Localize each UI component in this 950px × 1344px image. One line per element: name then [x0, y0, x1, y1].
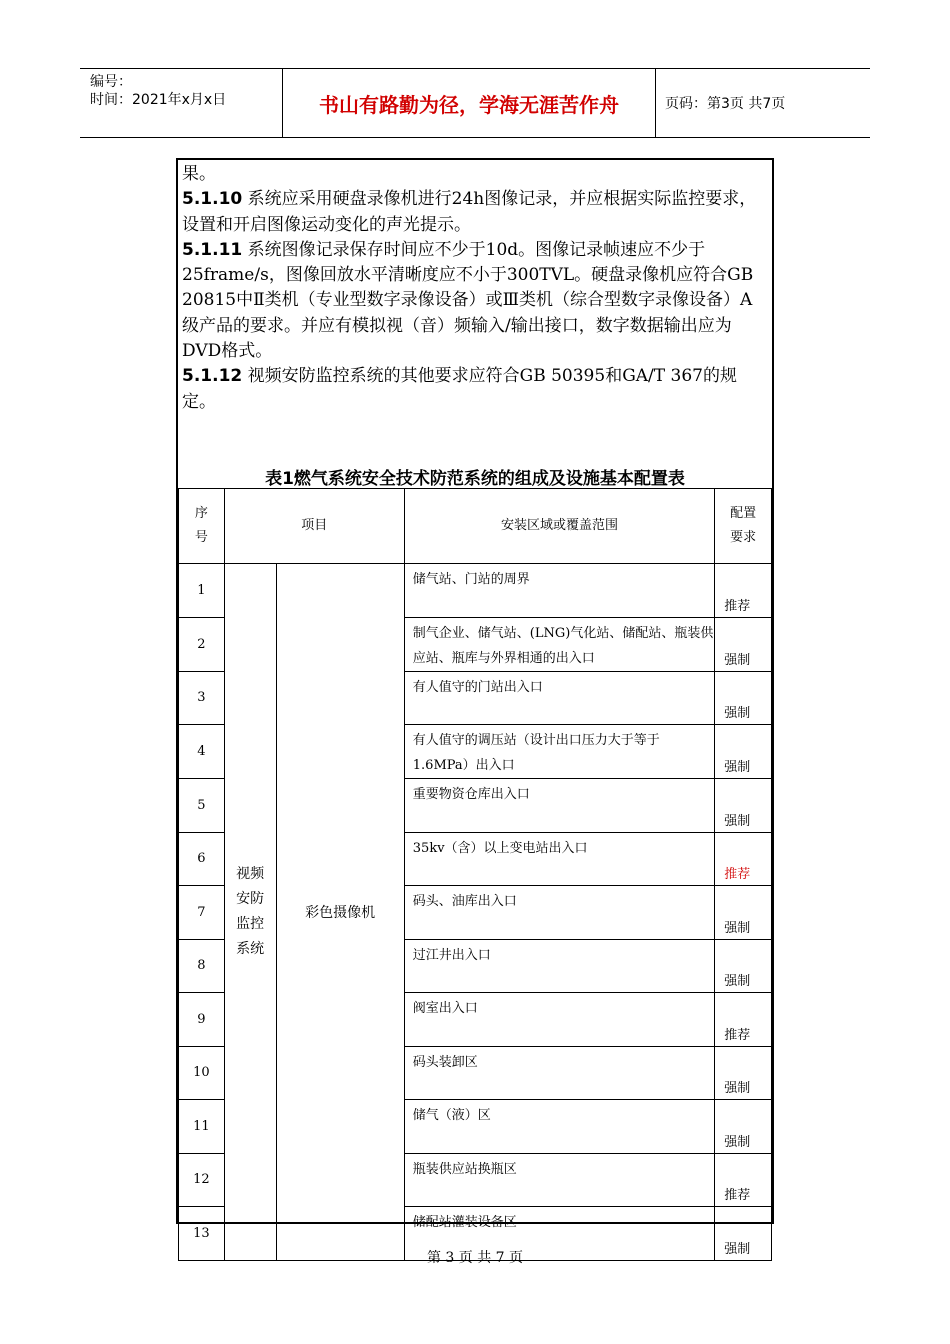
install-area: 有人值守的门站出入口: [404, 671, 714, 725]
requirement: 推荐: [715, 1153, 772, 1207]
header-meta: [80, 69, 282, 137]
header-area: 安装区域或覆盖范围: [404, 489, 714, 564]
install-area: 阀室出入口: [404, 993, 714, 1047]
install-area: 35kv（含）以上变电站出入口: [404, 832, 714, 886]
page-header: [80, 68, 870, 138]
requirement: 推荐: [715, 832, 772, 886]
table-row: [179, 564, 772, 618]
table-caption: 表1燃气系统安全技术防范系统的组成及设施基本配置表: [265, 469, 685, 489]
install-area: 储气（液）区: [404, 1100, 714, 1154]
row-number: 8: [179, 939, 225, 993]
continuation-text: 果。: [182, 164, 216, 184]
row-number: 10: [179, 1046, 225, 1100]
system-name-line: 安防: [236, 890, 265, 907]
clause-5-1-10: [182, 187, 768, 238]
motto: 书山有路勤为径，学海无涯苦作舟: [319, 92, 619, 117]
clause-text: 系统图像记录保存时间应不少于10d。图像记录帧速应不少于25frame/s，图像回放水平清晰度应不小于300TVL。硬盘录像机应符合GB 20815中Ⅱ类机（专业型数字录像设备）或Ⅲ类机（综合型数字录像设备）A级产品的要求。并应有模拟视（音）频输入/输出接口，数字数据输出应为DVD格式。: [182, 239, 754, 362]
serial-label: 编号：: [90, 74, 132, 90]
requirement: 强制: [715, 617, 772, 671]
row-number: 2: [179, 617, 225, 671]
clause-number: 5.1.12: [182, 366, 243, 387]
clause-number: 5.1.11: [182, 239, 243, 260]
page-footer: 第 3 页 共 7 页: [426, 1250, 524, 1266]
clause-text: 视频安防监控系统的其他要求应符合GB 50395和GA/T 367的规定。: [182, 366, 737, 412]
install-area: 重要物资仓库出入口: [404, 779, 714, 833]
row-number: 5: [179, 779, 225, 833]
clause-text: 系统应采用硬盘录像机进行24h图像记录，并应根据实际监控要求，设置和开启图像运动变化的声光提示。: [182, 189, 757, 235]
install-area: 过江井出入口: [404, 939, 714, 993]
table-header-row: [179, 489, 772, 564]
row-number: 9: [179, 993, 225, 1047]
row-number: 13: [179, 1207, 225, 1261]
requirement: 推荐: [715, 564, 772, 618]
date-label: 时间：2021年x月x日: [90, 92, 227, 108]
requirement: 强制: [715, 779, 772, 833]
install-area: 码头、油库出入口: [404, 886, 714, 940]
header-req: 配置 要求: [715, 489, 772, 564]
clause-5-1-12: [182, 364, 768, 415]
row-number: 12: [179, 1153, 225, 1207]
requirement: 推荐: [715, 993, 772, 1047]
row-number: 3: [179, 671, 225, 725]
system-name-line: 监控: [236, 915, 265, 932]
system-name-line: 系统: [236, 940, 265, 957]
row-number: 11: [179, 1100, 225, 1154]
table-body: [179, 489, 772, 1261]
config-table: [178, 488, 772, 1261]
requirement: 强制: [715, 1207, 772, 1261]
install-area: 储气站、门站的周界: [404, 564, 714, 618]
install-area: 码头装卸区: [404, 1046, 714, 1100]
header-no: 序 号: [179, 489, 225, 564]
requirement: 强制: [715, 1046, 772, 1100]
row-number: 4: [179, 725, 225, 779]
header-page-label: 页码：第3页 共7页: [665, 96, 786, 112]
install-area: 有人值守的调压站（设计出口压力大于等于1.6MPa）出入口: [404, 725, 714, 779]
clause-5-1-11: [182, 238, 768, 364]
requirement: 强制: [715, 886, 772, 940]
install-area: 瓶装供应站换瓶区: [404, 1153, 714, 1207]
requirement: 强制: [715, 725, 772, 779]
body-text: [182, 162, 768, 415]
row-number: 6: [179, 832, 225, 886]
header-motto-cell: [282, 69, 656, 137]
header-item: 项目: [224, 489, 404, 564]
clause-number: 5.1.10: [182, 189, 243, 210]
content-frame: [176, 158, 774, 1257]
system-name-line: 视频: [236, 865, 265, 882]
row-number: 1: [179, 564, 225, 618]
row-number: 7: [179, 886, 225, 940]
install-area: 储配站灌装设备区: [404, 1207, 714, 1261]
device-cell: 彩色摄像机: [276, 564, 404, 1261]
system-cell: [224, 564, 276, 1261]
install-area: 制气企业、储气站、(LNG)气化站、储配站、瓶装供应站、瓶库与外界相通的出入口: [404, 617, 714, 671]
requirement: 强制: [715, 671, 772, 725]
requirement: 强制: [715, 1100, 772, 1154]
requirement: 强制: [715, 939, 772, 993]
